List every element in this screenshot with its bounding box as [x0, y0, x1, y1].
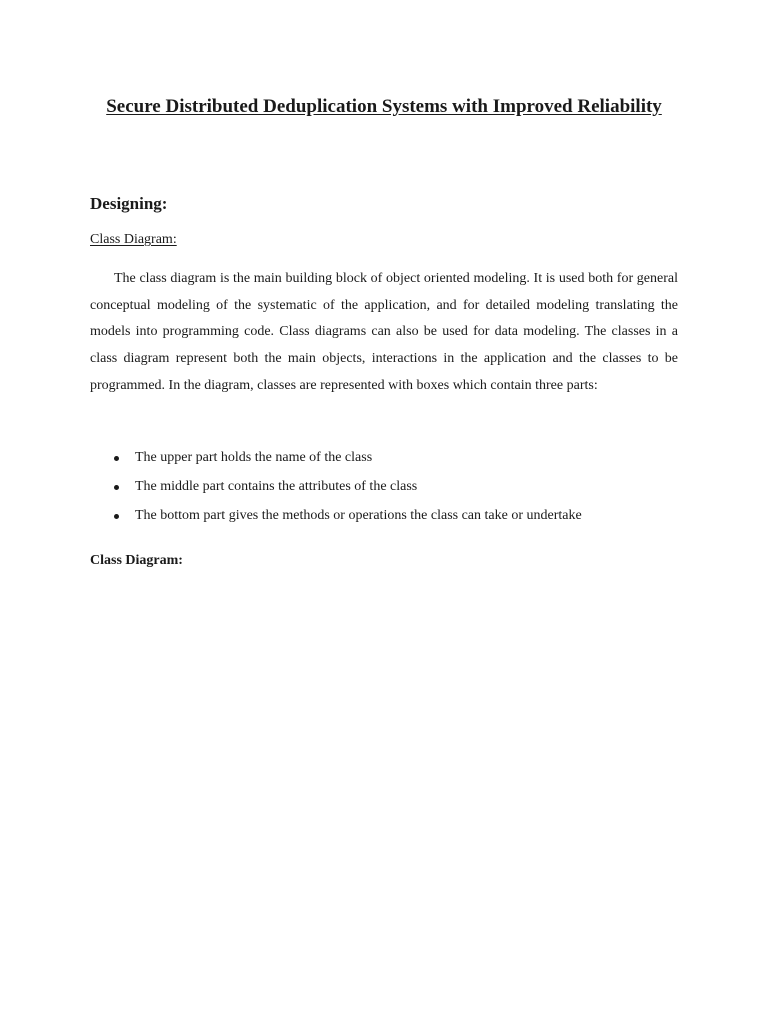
class-diagram-description: The class diagram is the main building block of object oriented modeling. It is used both for general conceptual modeling of the systematic of the application, and for detailed modeling translating the models into programming code. Class diagrams can also be used for data modeling. The classes in a class diagram represent both the main objects, interactions in the application and the classes to be programmed. In the diagram, classes are represented with boxes which contain three parts:: [90, 271, 678, 393]
list-item: [90, 476, 678, 505]
bullet-icon: [114, 456, 119, 461]
list-item-text: The upper part holds the name of the class: [135, 450, 373, 465]
list-item: [90, 505, 678, 534]
list-item-text: The middle part contains the attributes of the class: [135, 479, 418, 494]
bullet-icon: [114, 514, 119, 519]
bullet-icon: [114, 485, 119, 490]
subheading-class-diagram-figure: Class Diagram:: [90, 553, 183, 568]
subheading-class-diagram: Class Diagram:: [90, 232, 177, 247]
class-parts-list: [90, 447, 678, 534]
document-title: Secure Distributed Deduplication Systems with Improved Reliability: [106, 96, 662, 117]
list-item-text: The bottom part gives the methods or operations the class can take or undertake: [135, 508, 582, 523]
list-item: [90, 447, 678, 476]
section-heading-designing: Designing:: [90, 194, 168, 213]
